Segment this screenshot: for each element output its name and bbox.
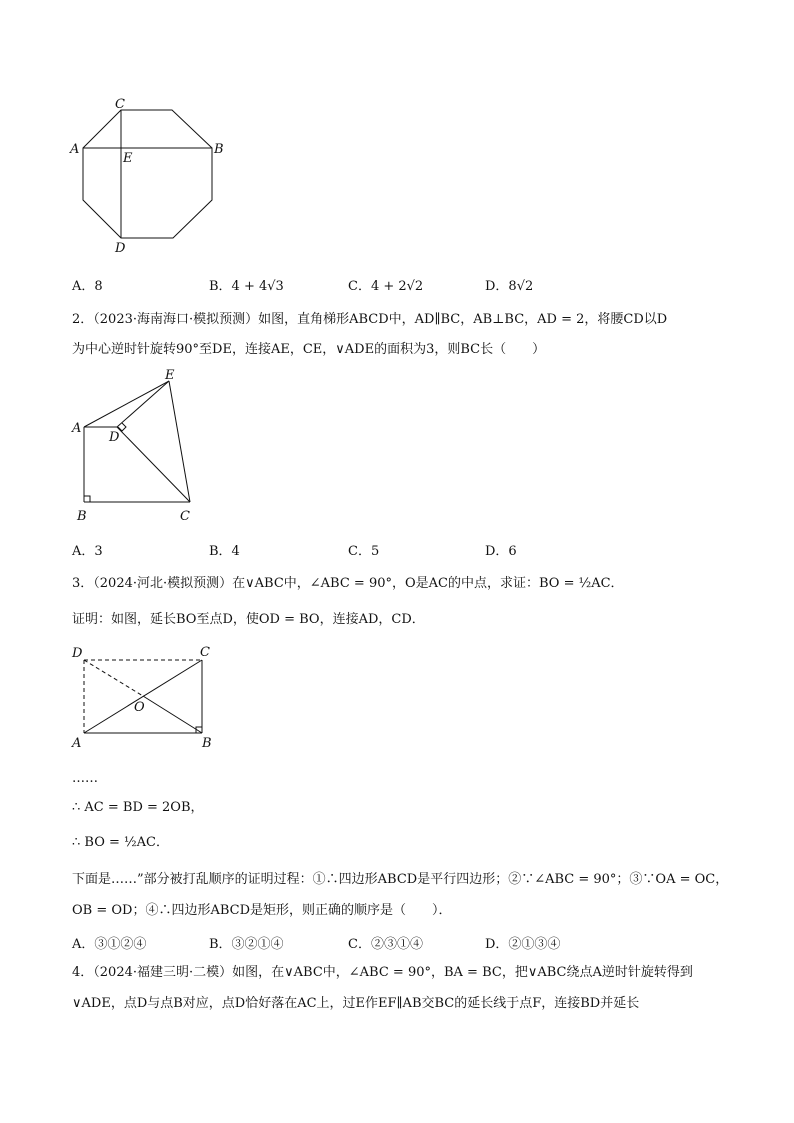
- label-c: C: [115, 97, 125, 112]
- label-b: B: [214, 142, 224, 157]
- q2-text-line2: 为中心逆时针旋转90°至DE，连接AE，CE，∨ADE的面积为3，则BC长（ ）: [72, 342, 546, 357]
- label-d: D: [109, 430, 120, 445]
- q3-proof-intro: 证明：如图，延长BO至点D，使OD = BO，连接AD，CD．: [72, 612, 425, 627]
- label-a: A: [70, 142, 80, 157]
- q3-step2: ∴ BO = ½AC．: [72, 835, 169, 850]
- segment-ob: [143, 696, 202, 733]
- q3-step1: ∴ AC = BD = 2OB，: [72, 800, 204, 815]
- q1-option-c: C．4 + 2√2: [348, 279, 424, 294]
- q1-option-b: B．4 + 4√3: [209, 279, 284, 294]
- label-b: B: [77, 509, 87, 524]
- q3-option-a: A．③①②④: [72, 937, 147, 952]
- q3-text-line4: OB = OD；④∴四边形ABCD是矩形，则正确的顺序是（ ）．: [72, 903, 452, 918]
- q3-option-d: D．②①③④: [485, 937, 561, 952]
- label-a: A: [72, 421, 82, 436]
- segment-do-dashed: [84, 660, 143, 696]
- q3-text-line1: 3．（2024·河北·模拟预测）在∨ABC中，∠ABC = 90°，O是AC的中点，求证：BO = ½AC．: [72, 576, 624, 591]
- label-o: O: [134, 700, 145, 715]
- label-d: D: [115, 241, 126, 256]
- q3-option-b: B．③②①④: [209, 937, 284, 952]
- q2-option-b: B．4: [209, 544, 240, 559]
- label-c: C: [180, 509, 190, 524]
- q2-option-a: A．3: [72, 544, 103, 559]
- q2-option-c: C．5: [348, 544, 380, 559]
- q1-option-d: D．8√2: [485, 279, 534, 294]
- q3-text-line3: 下面是……”部分被打乱顺序的证明过程：①∴四边形ABCD是平行四边形；②∵∠ABC = 90°；③∵OA = OC，: [72, 872, 729, 887]
- q4-text-line1: 4．（2024·福建三明·二模）如图，在∨ABC中，∠ABC = 90°，BA = BC，把∨ABC绕点A逆时针旋转得到: [72, 965, 693, 980]
- q1-option-a: A．8: [72, 279, 103, 294]
- q4-text-line2: ∨ADE，点D与点B对应，点D恰好落在AC上，过E作EF∥AB交BC的延长线于点F，连接BD并延长: [72, 996, 640, 1011]
- q2-text-line1: 2．（2023·海南海口·模拟预测）如图，直角梯形ABCD中，AD∥BC，AB⊥BC，AD = 2，将腰CD以D: [72, 312, 668, 327]
- label-e: E: [123, 151, 133, 166]
- q3-ellipsis: ……: [72, 771, 98, 786]
- q2-option-d: D．6: [485, 544, 517, 559]
- q3-option-c: C．②③①④: [348, 937, 423, 952]
- label-d: D: [72, 646, 83, 661]
- label-e: E: [165, 368, 175, 383]
- label-b: B: [202, 736, 212, 751]
- label-c: C: [200, 645, 210, 660]
- label-a: A: [72, 736, 82, 751]
